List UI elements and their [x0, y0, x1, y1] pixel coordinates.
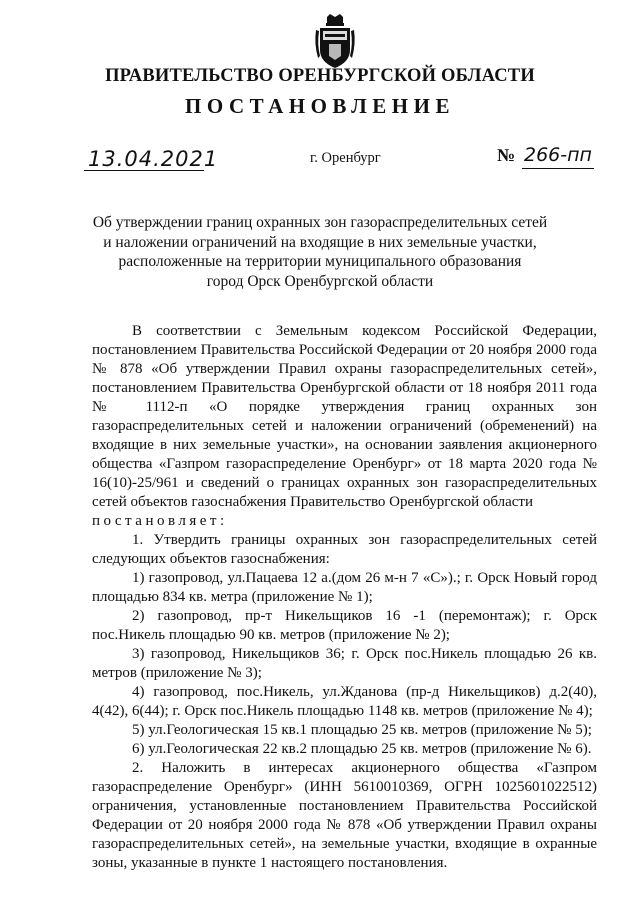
clause-1-item: 3) газопровод, Никельщиков 36; г. Орск пос.Никель площадью 26 кв. метров (приложение № 3); [92, 646, 597, 681]
document-type-title: ПОСТАНОВЛЕНИЕ [185, 94, 455, 118]
subject-line: город Орск Оренбургской области [206, 272, 434, 290]
orenburg-coat-of-arms-icon [314, 14, 356, 72]
subject-line: Об утверждении границ охранных зон газораспределительных сетей [92, 214, 548, 231]
subject-line: и наложении ограничений на входящие в них земельные участки, [103, 233, 537, 251]
clause-1-item: 4) газопровод, пос.Никель, ул.Жданова (пр-д Никельщиков) д.2(40), 4(42), 6(44); г. Орск пос.Никель площадью 1148 кв. метров (приложение № 4); [92, 684, 597, 719]
document-number: 266-пп [524, 144, 592, 166]
organization-name: ПРАВИТЕЛЬСТВО ОРЕНБУРГСКОЙ ОБЛАСТИ [105, 66, 535, 86]
preamble-paragraph: В соответствии с Земельным кодексом Российской Федерации, постановлением Правительства Российской Федерации от 20 ноября 2000 года № 878 «Об утверждении Правил охраны газораспределительных сетей», постановлением Правительства Оренбургской области от 18 ноября 2011 года № 1112-п «О порядке утверждения границ охранных зон газораспределительных сетей и наложении ограничений (обременений) на входящие в них земельные участки», на основании заявления акционерного общества «Газпром газораспределение Оренбург» от 18 марта 2020 года № 16(10)-25/961 и сведений о границах охранных зон газораспределительных сетей объектов газоснабжения Правительство Оренбургской области [92, 323, 597, 510]
clause-1-item: 2) газопровод, пр-т Никельщиков 16 -1 (перемонтаж); г. Орск пос.Никель площадью 90 кв. метров (приложение № 2); [92, 608, 597, 643]
date-underline [84, 170, 204, 171]
subject-line: расположенные на территории муниципального образования [118, 253, 522, 270]
document-date: 13.04.2021 [88, 147, 219, 171]
clause-2: 2. Наложить в интересах акционерного общества «Газпром газораспределение Оренбург» (ИНН 5610010369, ОГРН 1025601022512) ограничения, установленные постановлением Правительства Российской Федерации от 20 ноября 2000 года № 878 «Об утверждении Правил охраны газораспределительных сетей», на земельные участки, входящие в охранные зоны, указанные в пункте 1 настоящего постановления. [92, 760, 597, 871]
document-body [92, 322, 597, 873]
clause-1-item: 1) газопровод, ул.Пацаева 12 а.(дом 26 м-н 7 «С»).; г. Орск Новый город площадью 834 кв. метра (приложение № 1); [92, 570, 597, 605]
clause-1: 1. Утвердить границы охранных зон газораспределительных сетей следующих объектов газоснабжения: [92, 532, 597, 567]
number-underline [522, 168, 594, 169]
document-subject [80, 213, 560, 291]
number-label: № [497, 145, 516, 165]
decree-word: постановляет: [92, 513, 228, 529]
document-city: г. Оренбург [310, 150, 381, 166]
clause-1-item: 6) ул.Геологическая 22 кв.2 площадью 25 кв. метров (приложение № 6). [132, 741, 592, 757]
clause-1-item: 5) ул.Геологическая 15 кв.1 площадью 25 кв. метров (приложение № 5); [132, 722, 592, 738]
